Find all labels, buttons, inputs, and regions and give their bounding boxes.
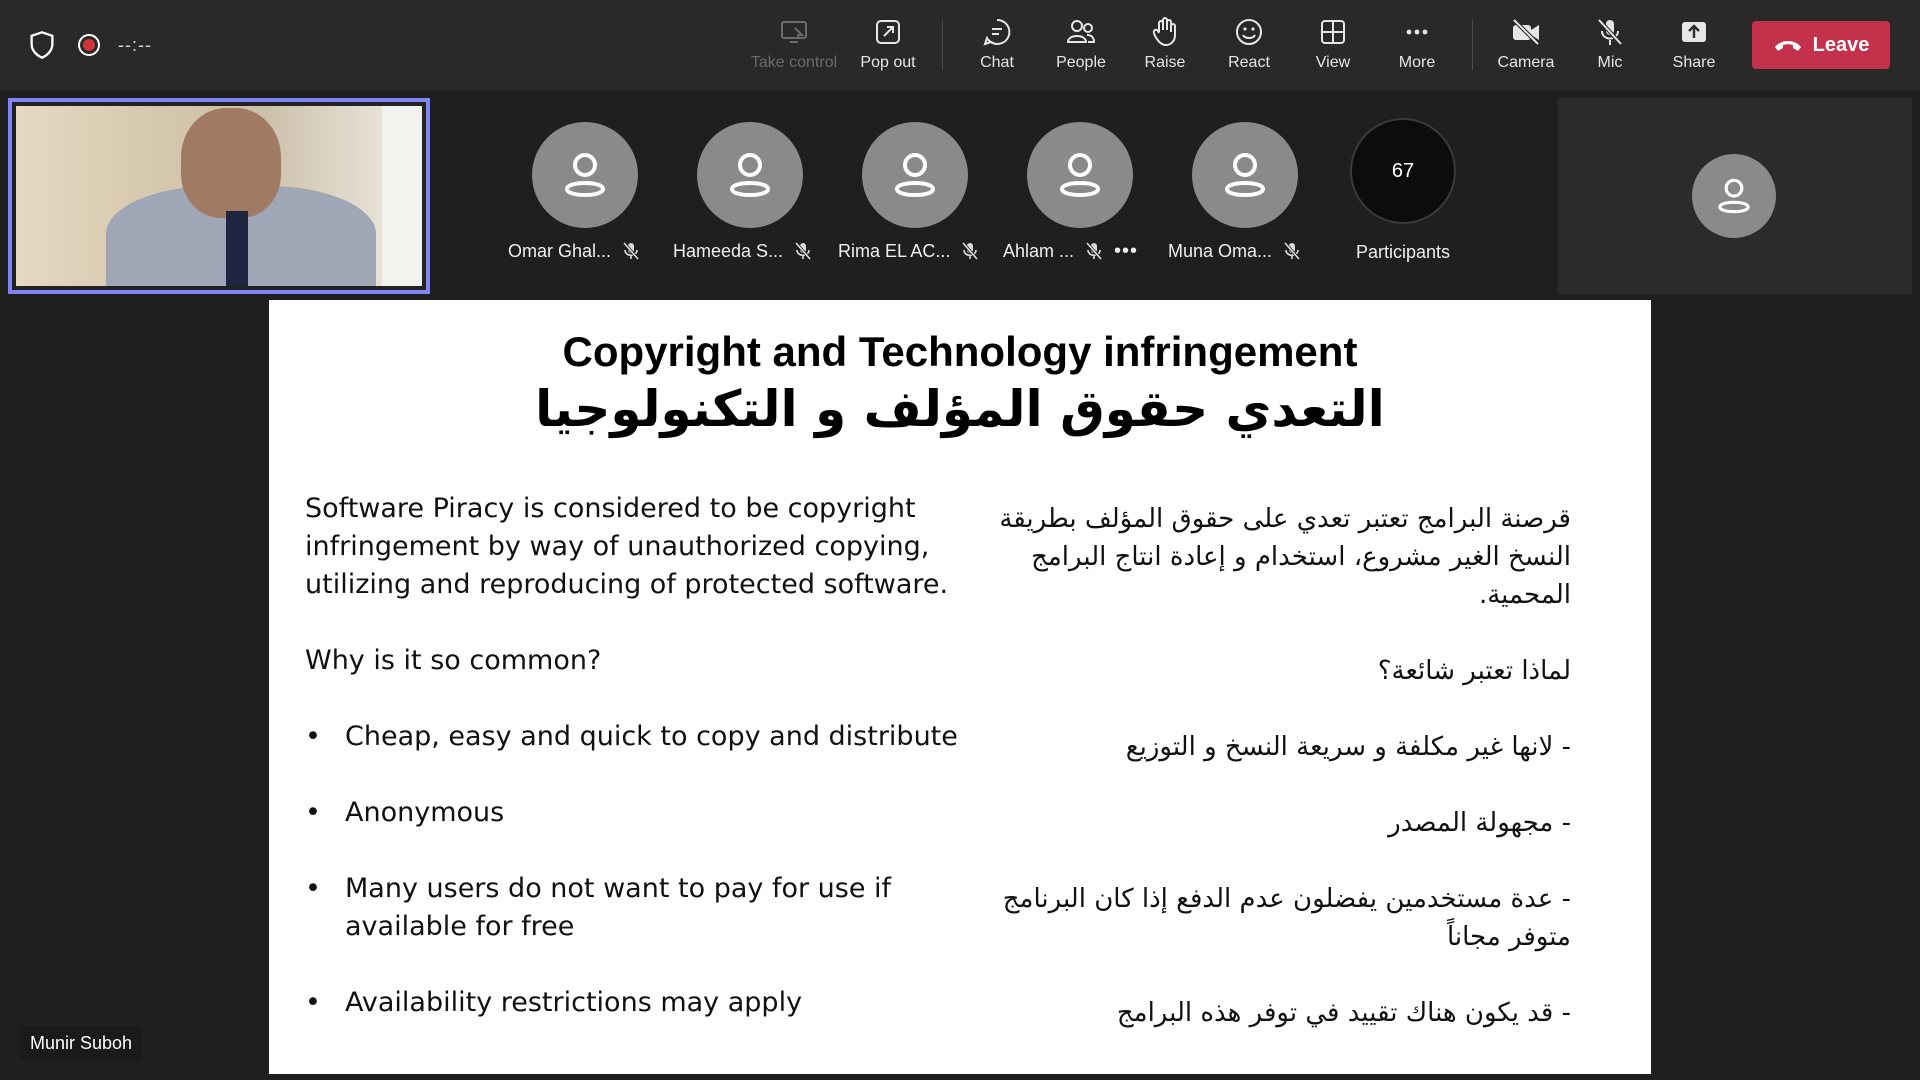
- slide-question: Why is it so common?: [305, 645, 602, 676]
- slide-bullet-arabic: - مجهولة المصدر: [1388, 808, 1571, 838]
- slide-bullet-arabic: - قد يكون هناك تقييد في توفر هذه البرامج: [1116, 998, 1571, 1028]
- participant-name: Omar Ghal...: [508, 240, 641, 262]
- avatar: [862, 122, 968, 228]
- slide-title-arabic: التعدي حقوق المؤلف و التكنولوجيا: [535, 380, 1385, 438]
- slide-question-arabic: لماذا تعتبر شائعة؟: [1377, 656, 1571, 686]
- share-button[interactable]: Share: [1652, 16, 1736, 78]
- slide-title: Copyright and Technology infringement: [562, 328, 1358, 375]
- avatar: [1027, 122, 1133, 228]
- camera-button[interactable]: Camera: [1484, 16, 1568, 78]
- participant-tile[interactable]: [1168, 118, 1333, 268]
- video-person-tie: [226, 211, 248, 286]
- slide-text-line-arabic: المحمية.: [1478, 580, 1571, 610]
- view-button[interactable]: View: [1291, 16, 1375, 78]
- meeting-timer: --:--: [118, 34, 152, 55]
- slide-bullet: • Anonymous: [305, 794, 504, 832]
- toolbar-divider: [942, 20, 943, 70]
- take-control-icon: [778, 16, 810, 48]
- participant-name: Hameeda S...: [673, 240, 813, 262]
- slide-text-line-arabic: قرصنة البرامج تعتبر تعدي على حقوق المؤلف بطريقة: [999, 504, 1571, 534]
- participant-count-button[interactable]: 67: [1350, 118, 1456, 224]
- smiley-icon: [1233, 16, 1265, 48]
- share-icon: [1678, 16, 1710, 48]
- person-icon: [1712, 174, 1756, 218]
- video-person-head: [181, 108, 281, 218]
- react-button[interactable]: React: [1207, 16, 1291, 78]
- video-background-blind: [382, 106, 422, 286]
- mic-off-icon: [1594, 16, 1626, 48]
- raise-hand-button[interactable]: Raise: [1123, 16, 1207, 78]
- participant-tile[interactable]: [673, 118, 838, 268]
- slide-bullet: • Many users do not want to pay for use if: [305, 870, 891, 908]
- hand-icon: [1149, 16, 1181, 48]
- person-icon: [887, 147, 943, 203]
- slide-bullet: • Cheap, easy and quick to copy and distribute: [305, 718, 958, 756]
- mic-off-icon: [793, 241, 813, 261]
- mic-off-icon: [1282, 241, 1302, 261]
- participant-name: Rima EL AC...: [838, 240, 980, 262]
- slide-text-line: utilizing and reproducing of protected software.: [305, 569, 949, 600]
- shield-icon[interactable]: [28, 30, 56, 60]
- mic-off-icon: [621, 241, 641, 261]
- avatar: [1692, 154, 1776, 238]
- more-button[interactable]: More: [1375, 16, 1459, 78]
- meeting-info: [28, 30, 152, 60]
- leave-button[interactable]: Leave: [1752, 21, 1890, 69]
- mic-off-icon: [960, 241, 980, 261]
- person-icon: [1052, 147, 1108, 203]
- recording-icon: [78, 34, 100, 56]
- slide-bullet-arabic: - عدة مستخدمين يفضلون عدم الدفع إذا كان البرنامج: [1002, 884, 1571, 914]
- avatar: [1192, 122, 1298, 228]
- meeting-toolbar: [0, 0, 1920, 90]
- people-icon: [1065, 16, 1097, 48]
- chat-icon: [981, 16, 1013, 48]
- avatar: [697, 122, 803, 228]
- slide-text-line: Software Piracy is considered to be copyright: [305, 493, 916, 524]
- slide-bullet-arabic-continuation: متوفر مجاناً: [1446, 922, 1571, 952]
- slide-bullet-arabic: - لانها غير مكلفة و سريعة النسخ و التوزيع: [1125, 732, 1571, 762]
- participant-more-icon[interactable]: •••: [1114, 239, 1139, 262]
- mic-off-icon: [1084, 241, 1104, 261]
- chat-button[interactable]: Chat: [955, 16, 1039, 78]
- person-icon: [557, 147, 613, 203]
- slide-text-line-arabic: النسخ الغير مشروع، استخدام و إعادة انتاج البرامج: [1031, 542, 1571, 572]
- participant-tile[interactable]: [838, 118, 1003, 268]
- participant-name: Muna Oma...: [1168, 240, 1302, 262]
- speaker-name-tag: Munir Suboh: [20, 1025, 142, 1061]
- pop-out-icon: [872, 16, 904, 48]
- take-control-button[interactable]: Take control: [752, 16, 836, 78]
- slide-bullet-continuation: available for free: [345, 911, 575, 942]
- participant-tile[interactable]: [508, 118, 673, 268]
- self-video-tile[interactable]: [8, 98, 430, 294]
- more-dots-icon: [1401, 16, 1433, 48]
- participant-tile-large[interactable]: [1558, 98, 1912, 294]
- person-icon: [1217, 147, 1273, 203]
- participant-name: Ahlam ... •••: [1003, 239, 1139, 262]
- phone-hangup-icon: [1773, 35, 1803, 55]
- person-icon: [722, 147, 778, 203]
- mic-button[interactable]: Mic: [1568, 16, 1652, 78]
- participant-tile[interactable]: [1003, 118, 1168, 268]
- grid-icon: [1317, 16, 1349, 48]
- slide-text-line: infringement by way of unauthorized copying,: [305, 531, 930, 562]
- participants-label: Participants: [1355, 242, 1451, 262]
- pop-out-button[interactable]: Pop out: [846, 16, 930, 78]
- camera-off-icon: [1510, 16, 1542, 48]
- avatar: [532, 122, 638, 228]
- speaker-video: [16, 106, 422, 286]
- people-button[interactable]: People: [1039, 16, 1123, 78]
- shared-slide: [269, 300, 1651, 1074]
- slide-bullet: • Availability restrictions may apply: [305, 984, 802, 1022]
- toolbar-divider: [1472, 20, 1473, 70]
